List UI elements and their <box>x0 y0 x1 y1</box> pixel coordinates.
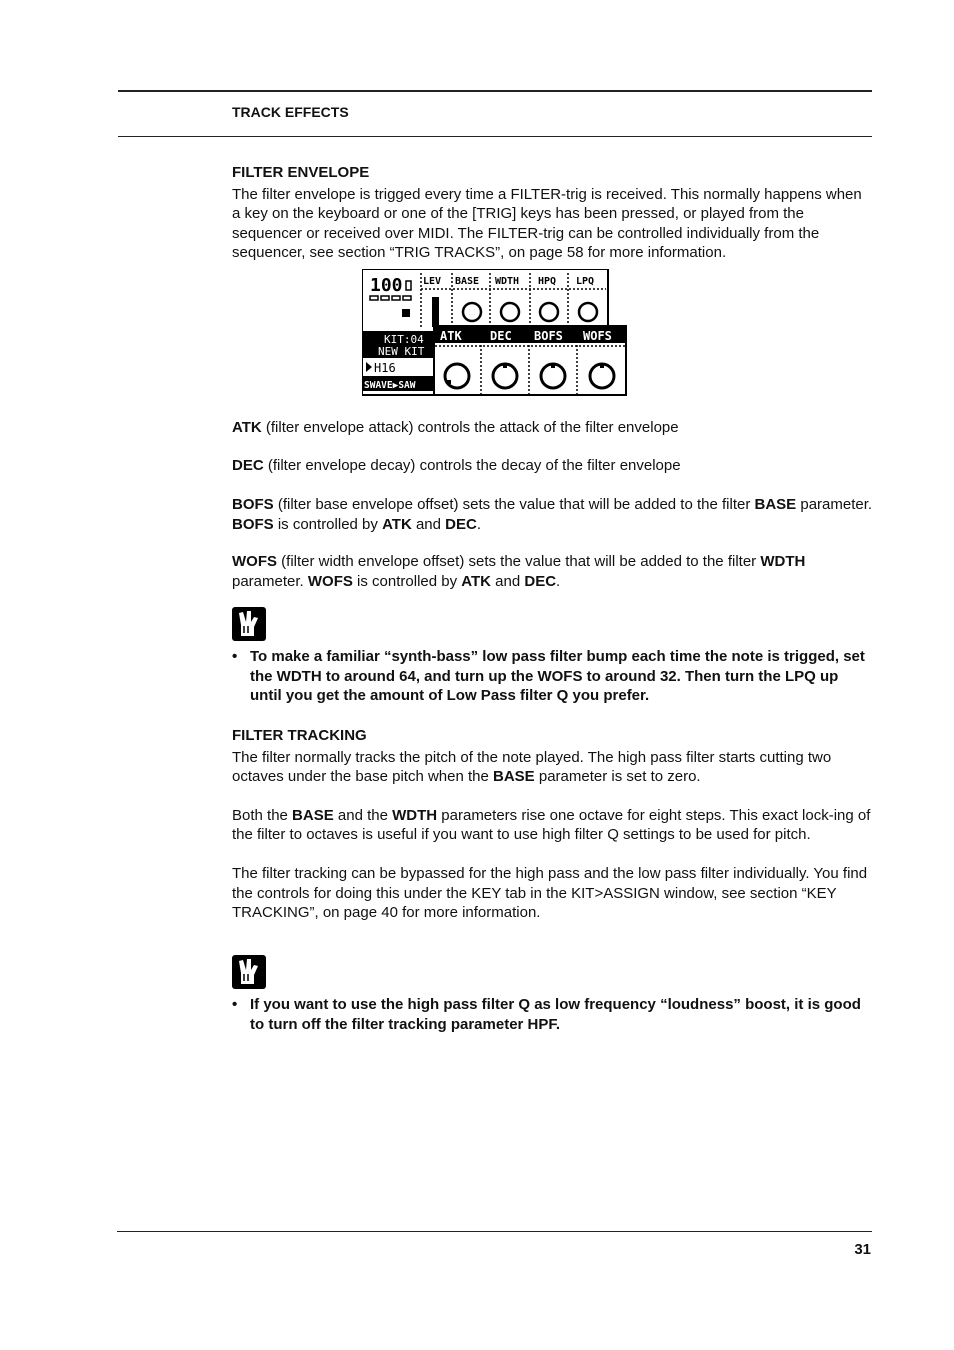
header-top-rule <box>118 90 872 92</box>
bofs-text-1: (filter base envelope offset) sets the value that will be added to the filter <box>273 496 755 513</box>
wofs-text-3: is controlled by <box>352 572 462 590</box>
wofs-bold-3: ATK <box>461 572 491 590</box>
wofs-description <box>232 552 874 591</box>
wofs-text-2: parameter. <box>232 572 308 590</box>
filter-envelope-intro <box>232 163 874 263</box>
wave-label: SWAVE▶SAW <box>364 380 416 391</box>
footer-rule <box>117 1231 872 1232</box>
param-wofs-label: WOFS <box>583 329 612 343</box>
tip-text: To make a familiar “synth-bass” low pass filter bump each time the note is trigged, set the WDTH to around 64, and turn up the WOFS to around 32. Then turn the LPQ up until you get the amount of Low Pass filter Q you prefer. <box>250 648 865 705</box>
bofs-text-3: is controlled by <box>273 515 383 533</box>
kit-number: KIT:04 <box>384 333 424 346</box>
wofs-text-4: and <box>490 572 525 590</box>
atk-term: ATK <box>232 419 262 436</box>
bofs-bold-4: DEC <box>445 515 477 533</box>
page-number: 31 <box>854 1241 871 1258</box>
filter-tracking-section <box>232 726 874 923</box>
param-bofs-label: BOFS <box>534 329 563 343</box>
filter-tracking-heading: FILTER TRACKING <box>232 727 367 744</box>
filter-tracking-paragraph-3: The filter tracking can be bypassed for the high pass and the low pass filter individually. You find the controls for doing this under the KEY tab in the KIT>ASSIGN window, see section “KEY TRACKING”, on page 40 for more information. <box>232 864 868 922</box>
param-atk-label: ATK <box>440 329 462 343</box>
tempo-value: 100 <box>370 275 403 296</box>
filter-envelope-heading: FILTER ENVELOPE <box>232 164 370 181</box>
filter-tracking-paragraph-2 <box>232 806 874 845</box>
param-lev-label: LEV <box>423 276 442 287</box>
tip-synth-bass <box>232 647 874 706</box>
p1-text-a: The filter normally tracks the pitch of the note played. The high pass filter starts cutting two octaves under the base pitch when the <box>232 748 832 786</box>
wofs-bold-4: DEC <box>524 572 557 590</box>
bofs-bold-2: BOFS <box>232 515 274 533</box>
hand-note-icon-2 <box>232 955 266 989</box>
p2-text-a: Both the <box>232 806 293 824</box>
machine-screen-illustration <box>362 269 628 397</box>
wofs-bold-2: WOFS <box>307 572 353 590</box>
p2-bold-wdth: WDTH <box>392 806 438 824</box>
wofs-bold-1: WDTH <box>760 553 806 570</box>
bofs-bold-3: ATK <box>382 515 412 533</box>
param-hpq-label: HPQ <box>538 276 557 287</box>
bofs-text-5: . <box>476 515 481 533</box>
param-base-label: BASE <box>455 276 480 287</box>
p2-text-c: and the <box>333 806 393 824</box>
p1-text-c: parameter is set to zero. <box>534 768 701 786</box>
bofs-bold-1: BASE <box>754 496 797 513</box>
tip-bullet-2: • <box>232 996 238 1013</box>
dec-text: (filter envelope decay) controls the decay of the filter envelope <box>263 457 681 474</box>
stop-icon <box>402 309 410 317</box>
bofs-text-2: parameter. <box>796 496 873 513</box>
p2-bold-base: BASE <box>292 806 334 824</box>
p1-bold: BASE <box>493 768 535 786</box>
atk-text: (filter envelope attack) controls the attack of the filter envelope <box>261 419 679 436</box>
bofs-text-4: and <box>411 515 446 533</box>
tip-text-2: If you want to use the high pass filter Q as low frequency “loudness” boost, it is good to turn off the filter tracking parameter HPF. <box>250 996 861 1033</box>
wofs-text-1: (filter width envelope offset) sets the value that will be added to the filter <box>277 553 761 570</box>
p2-text-e: parameters rise one octave for eight steps. This exact lock-ing of the filter to octaves is useful if you want to use high filter Q settings to be used for pitch. <box>232 806 871 844</box>
hand-note-icon <box>232 607 266 641</box>
section-title: TRACK EFFECTS <box>232 104 349 120</box>
kit-name: NEW KIT <box>378 345 425 358</box>
header-bottom-rule <box>118 136 872 137</box>
tip-bullet: • <box>232 648 238 665</box>
bofs-term: BOFS <box>232 496 274 513</box>
wofs-text-5: . <box>556 572 561 590</box>
atk-description <box>232 418 874 438</box>
dec-term: DEC <box>232 457 264 474</box>
param-dec-label: DEC <box>490 329 512 343</box>
pattern-name: H16 <box>374 361 396 375</box>
param-wdth-label: WDTH <box>495 276 520 287</box>
tip-loudness-boost <box>232 995 874 1034</box>
dec-description <box>232 456 874 476</box>
filter-envelope-paragraph: The filter envelope is trigged every time a FILTER-trig is received. This normally happens when a key on the keyboard or one of the [TRIG] keys has been pressed, or played from the sequencer or received over MIDI. The FILTER-trig can be controlled individually from the sequencer, see section “TRIG TRACKS”, on page 58 for more information. <box>232 185 862 262</box>
filter-tracking-paragraph-1 <box>232 748 874 787</box>
bofs-description <box>232 495 874 534</box>
wofs-term: WOFS <box>232 553 277 570</box>
level-meter <box>432 297 439 327</box>
param-lpq-label: LPQ <box>576 276 595 287</box>
